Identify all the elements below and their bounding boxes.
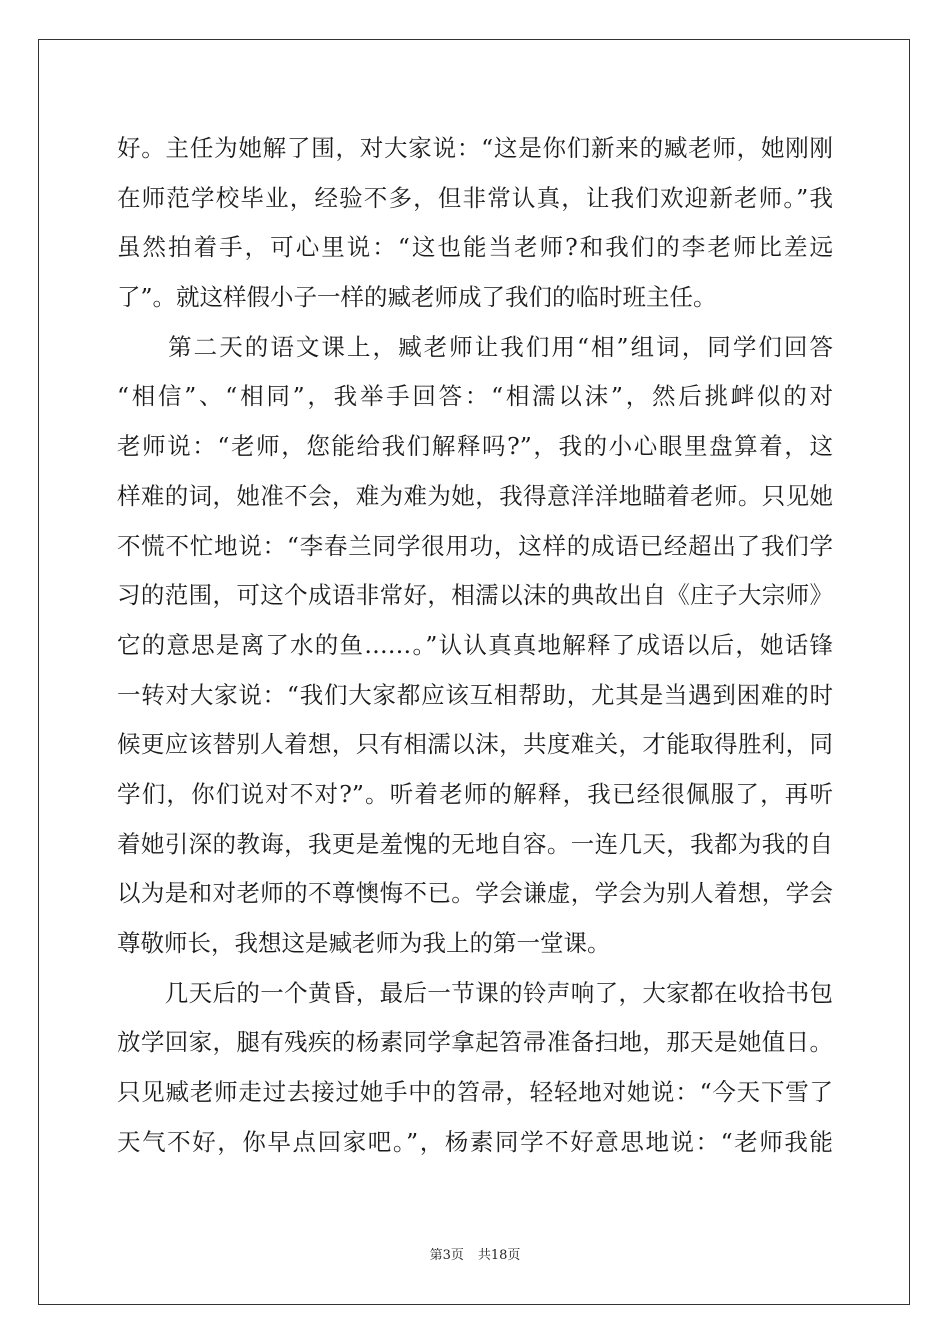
text-line: “相信”、“相同”，我举手回答：“相濡以沫”，然后挑衅似的对 [117,382,833,411]
text-line: 候更应该替别人着想，只有相濡以沫，共度难关，才能取得胜利，同 [117,730,833,759]
text-line: 样难的词，她准不会，难为难为她，我得意洋洋地瞄着老师。只见她 [117,481,833,510]
text-line: 老师说：“老师，您能给我们解释吗?”，我的小心眼里盘算着，这 [117,432,833,461]
text-line: 在师范学校毕业，经验不多，但非常认真，让我们欢迎新老师。”我 [117,183,833,212]
text-line: 着她引深的教诲，我更是羞愧的无地自容。一连几天，我都为我的自 [117,829,833,858]
text-line: 第二天的语文课上，臧老师让我们用“相”组词，同学们回答 [117,332,833,361]
page-footer [0,1244,950,1263]
document-body [117,124,833,1167]
text-line: 天气不好，你早点回家吧。”，杨素同学不好意思地说：“老师我能 [117,1127,833,1156]
text-line: 尊敬师长，我想这是臧老师为我上的第一堂课。 [117,929,611,957]
text-line: 只见臧老师走过去接过她手中的笤帚，轻轻地对她说：“今天下雪了 [117,1078,833,1107]
page-total: 共18页 [477,1248,521,1263]
text-line: 习的范围，可这个成语非常好，相濡以沫的典故出自《庄子大宗师》 [117,581,833,610]
text-line: 不慌不忙地说：“李春兰同学很用功，这样的成语已经超出了我们学 [117,531,833,560]
text-line: 虽然拍着手，可心里说：“这也能当老师?和我们的李老师比差远 [117,233,833,262]
text-line: 一转对大家说：“我们大家都应该互相帮助，尤其是当遇到困难的时 [117,680,833,709]
text-line: 以为是和对老师的不尊懊悔不已。学会谦虚，学会为别人着想，学会 [117,879,833,908]
text-line: 学们，你们说对不对?”。听着老师的解释，我已经很佩服了，再听 [117,779,833,808]
text-line: 几天后的一个黄昏，最后一节课的铃声响了，大家都在收拾书包 [117,978,833,1007]
text-line: 了”。就这样假小子一样的臧老师成了我们的临时班主任。 [117,283,717,312]
text-line: 放学回家，腿有残疾的杨素同学拿起笤帚准备扫地，那天是她值日。 [117,1028,833,1057]
page-number: 第3页 [429,1248,464,1263]
text-line: 它的意思是离了水的鱼……。”认认真真地解释了成语以后，她话锋 [117,630,833,659]
text-line: 好。主任为她解了围，对大家说：“这是你们新来的臧老师，她刚刚 [117,134,833,162]
